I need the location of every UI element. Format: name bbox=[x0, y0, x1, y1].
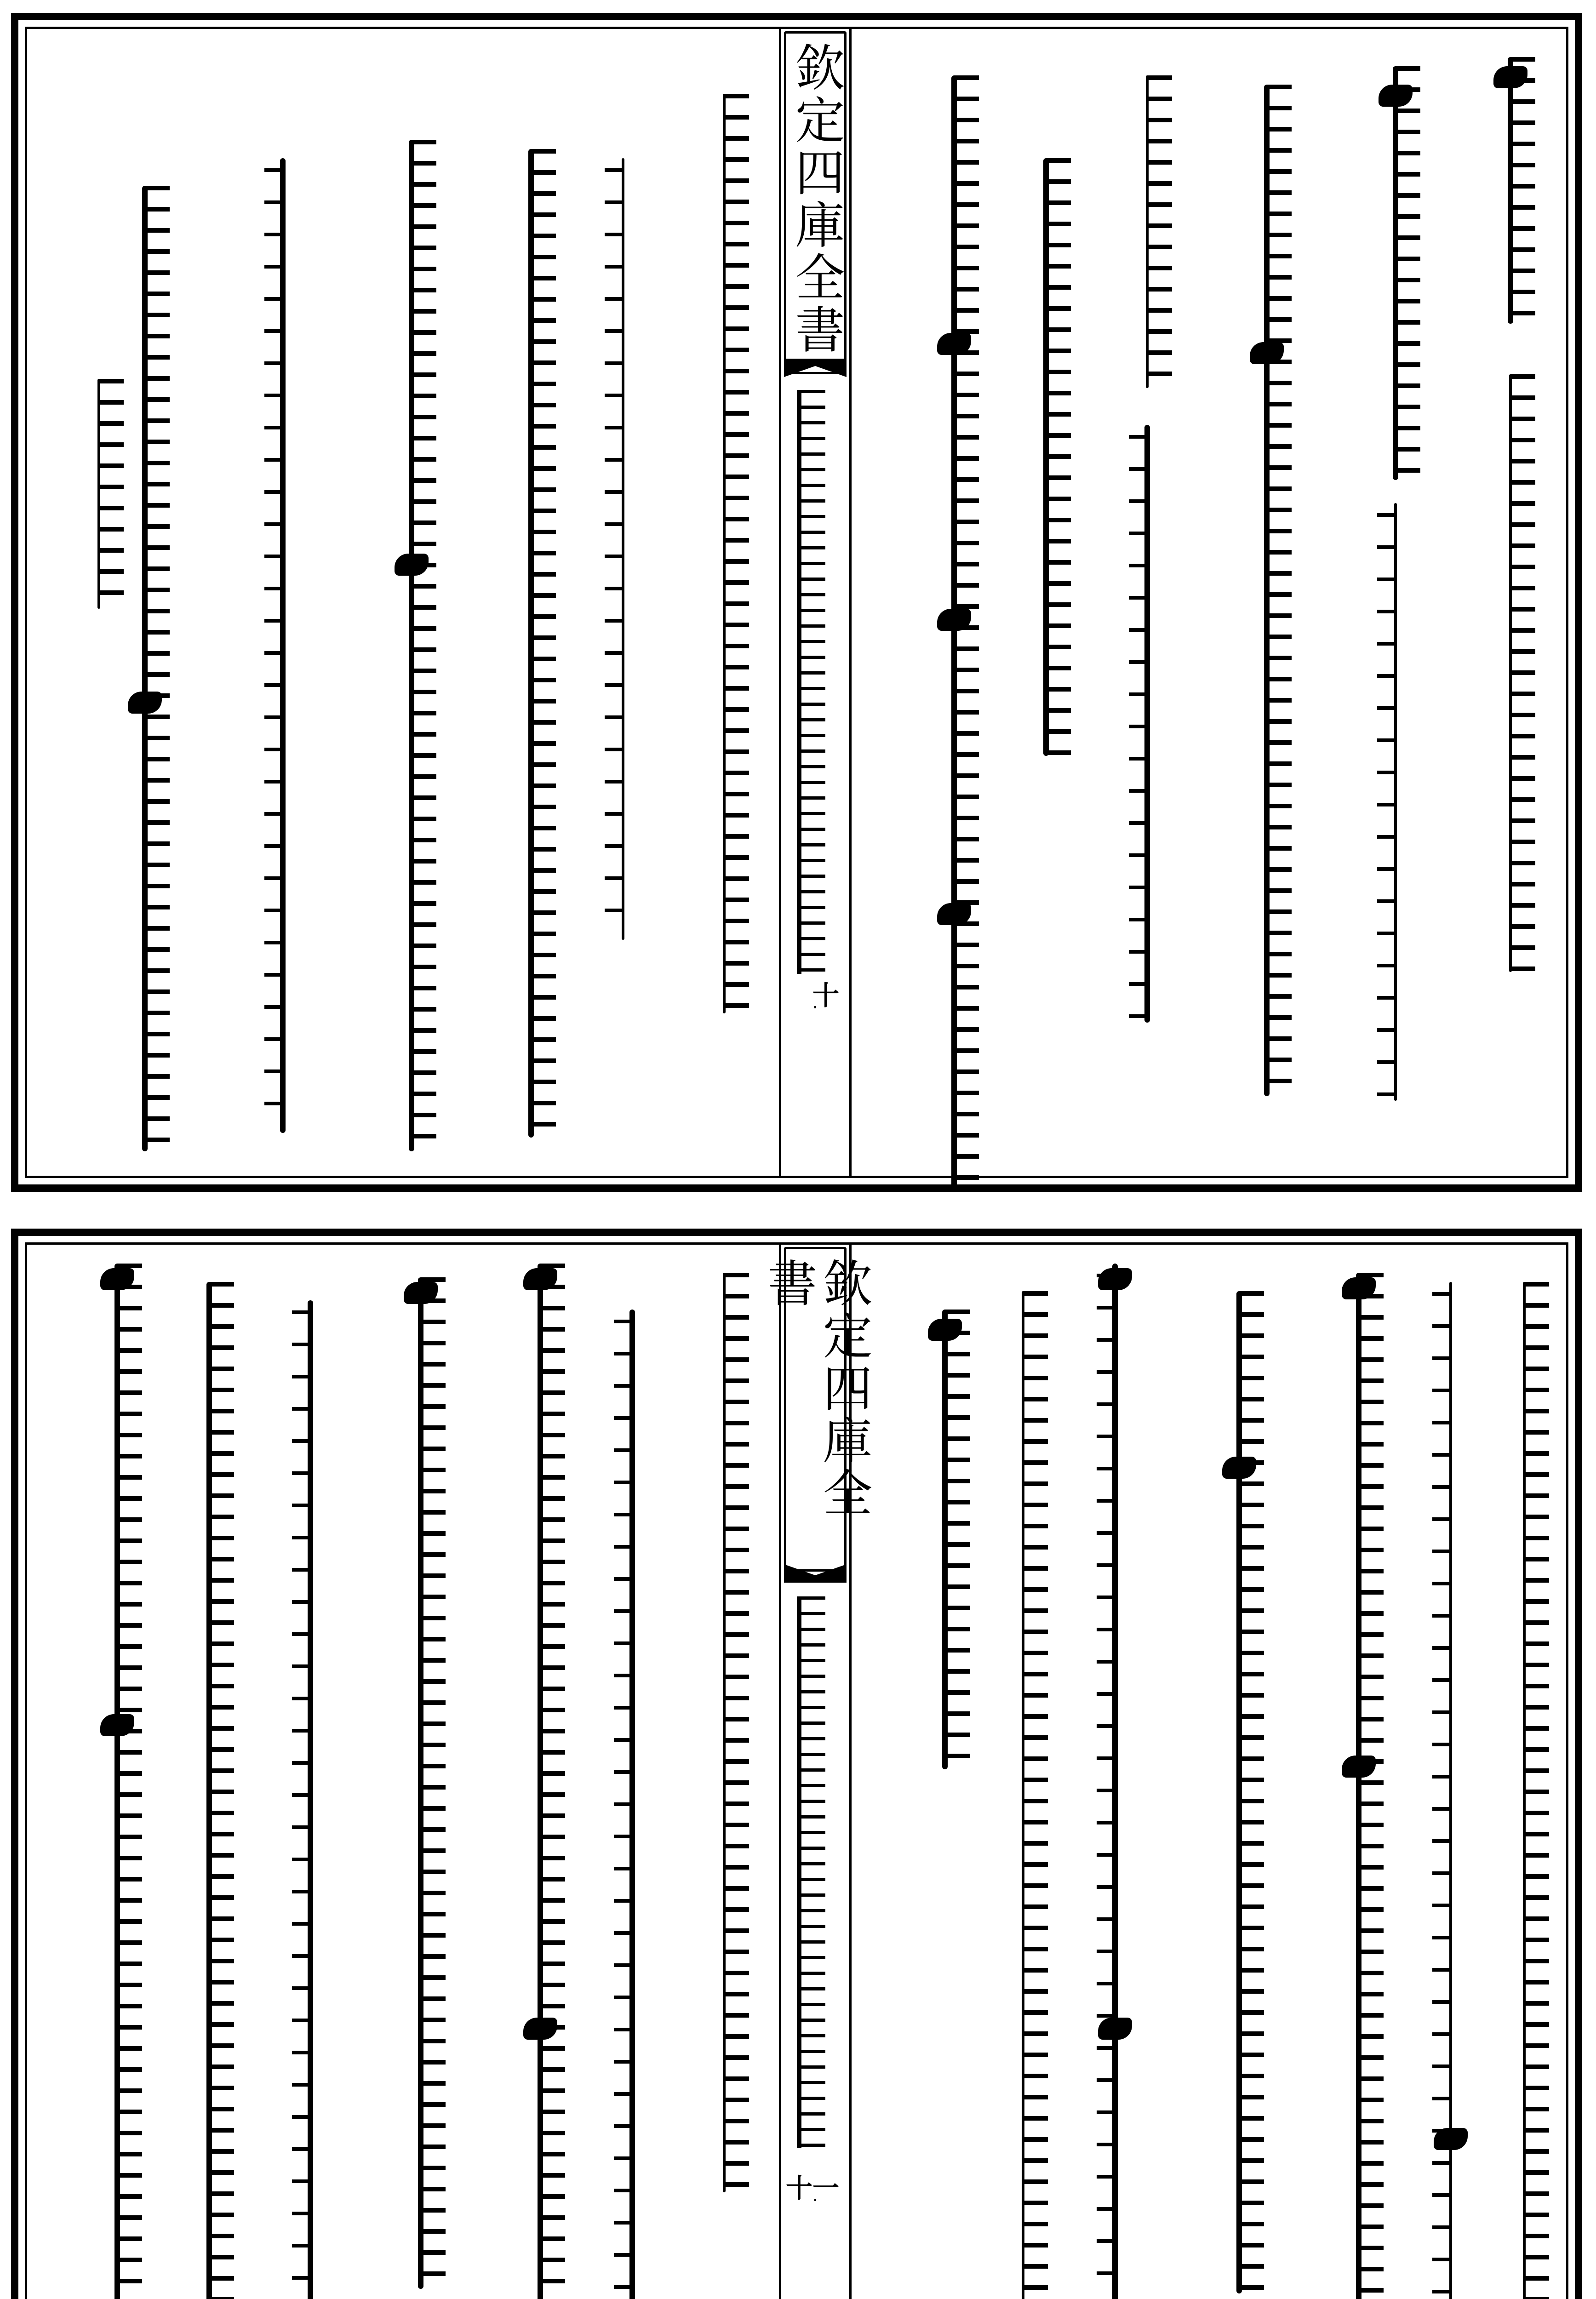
bottom-leaf bbox=[11, 1229, 1582, 2299]
center-column bbox=[759, 1242, 872, 2299]
script-column bbox=[257, 158, 308, 1133]
script-column bbox=[184, 1282, 235, 2299]
script-column bbox=[998, 1291, 1048, 2299]
script-column bbox=[607, 1310, 658, 2299]
script-column bbox=[1370, 66, 1421, 480]
script-column bbox=[1241, 85, 1292, 1096]
script-column bbox=[120, 186, 170, 1151]
script-column bbox=[506, 149, 556, 1138]
script-column bbox=[1485, 374, 1536, 972]
script-column bbox=[1090, 1264, 1140, 2299]
script-column bbox=[74, 379, 124, 609]
running-title: 欽定四庫全書 bbox=[784, 31, 847, 374]
script-column bbox=[285, 1300, 336, 2299]
script-column bbox=[1122, 425, 1173, 1023]
script-column bbox=[1425, 1282, 1476, 2299]
script-column bbox=[386, 140, 437, 1151]
script-column bbox=[1485, 57, 1536, 324]
folio-number: 十一 bbox=[785, 2173, 839, 2204]
volume-script-mongol bbox=[797, 390, 825, 974]
script-column bbox=[598, 158, 648, 940]
center-column bbox=[779, 27, 852, 1178]
script-column bbox=[1122, 75, 1173, 388]
script-column bbox=[699, 1273, 749, 2192]
script-column bbox=[1333, 1273, 1384, 2299]
script-column bbox=[1499, 1282, 1550, 2299]
script-column bbox=[1214, 1291, 1264, 2293]
running-title: 欽定四庫全書 bbox=[784, 1247, 847, 1572]
top-leaf bbox=[11, 13, 1582, 1192]
folio-number: 十 bbox=[812, 980, 839, 1011]
script-column bbox=[515, 1264, 566, 2299]
script-column bbox=[92, 1264, 143, 2299]
script-column bbox=[395, 1277, 446, 2289]
volume-script-mongol bbox=[797, 1596, 825, 2148]
script-column bbox=[929, 75, 979, 1188]
script-column bbox=[1370, 503, 1421, 1101]
script-column bbox=[1021, 158, 1071, 756]
script-column bbox=[699, 94, 749, 1013]
script-column bbox=[920, 1310, 970, 1769]
